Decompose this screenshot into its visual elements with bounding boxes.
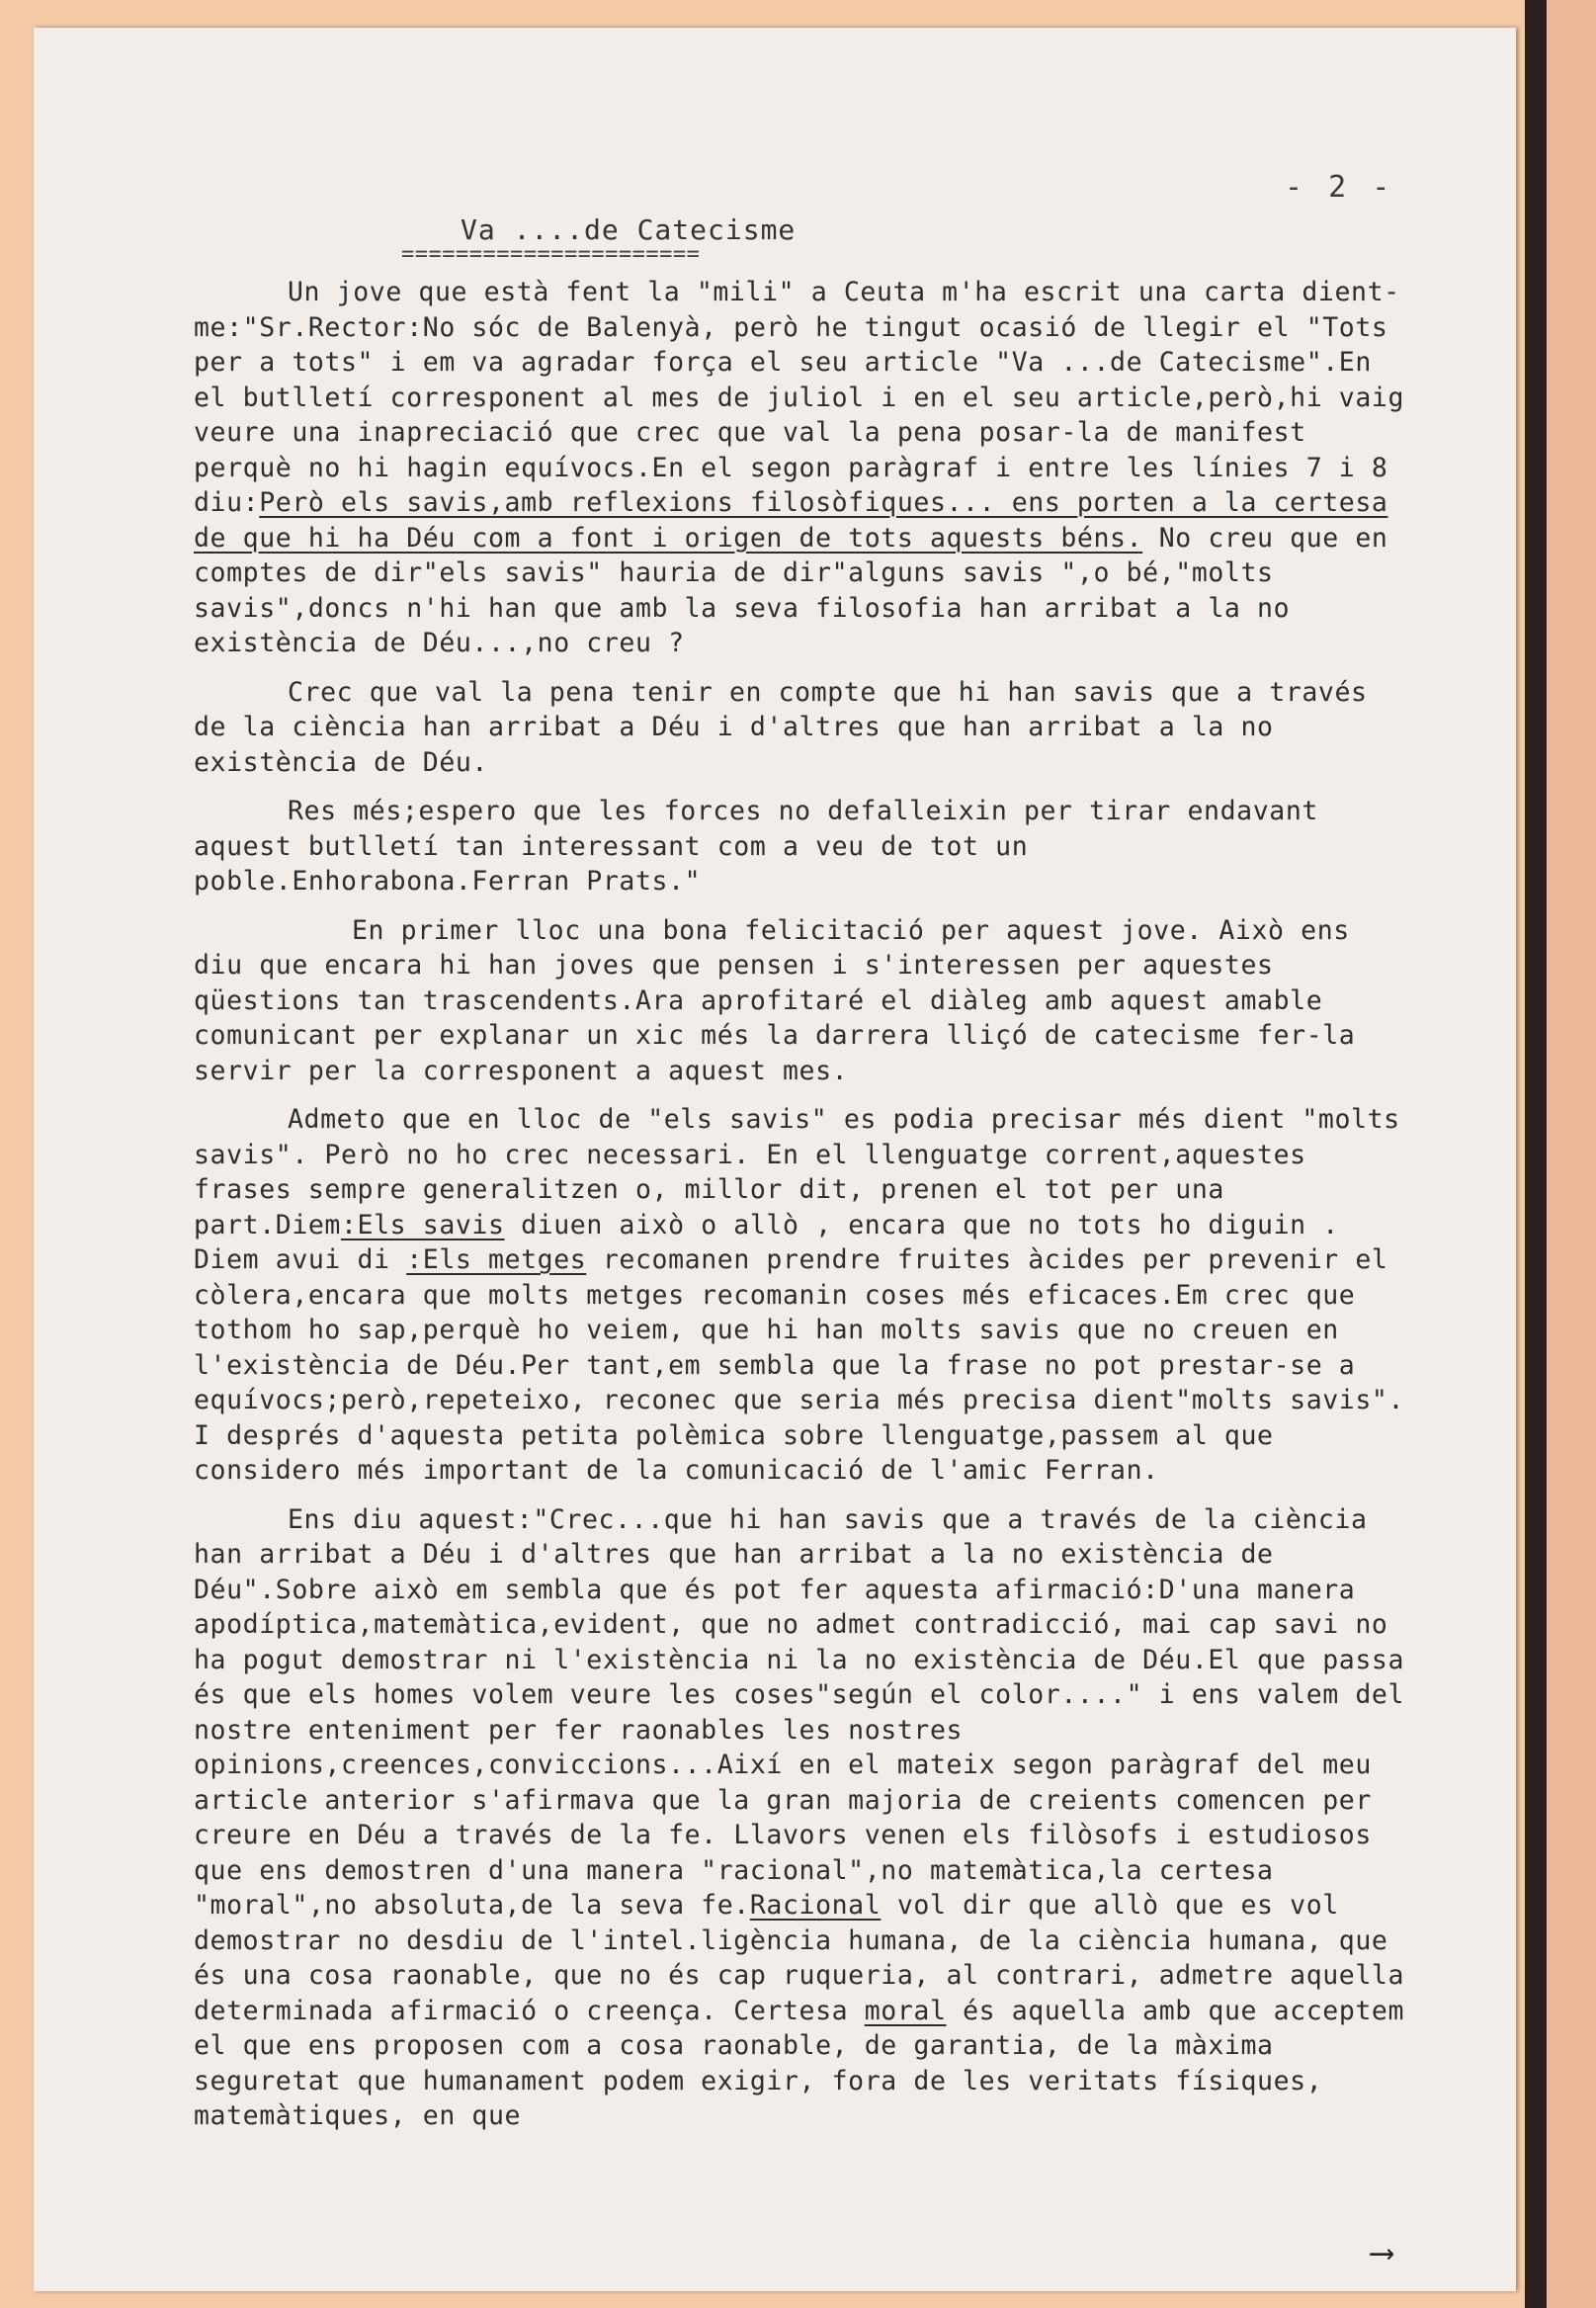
paragraph-2: Crec que val la pena tenir en compte que hi han savis que a través de la ciència han arribat a Déu i d'altres que han arribat a la no existència de Déu. bbox=[194, 676, 1368, 778]
continuation-arrow-icon: ⟶ bbox=[1372, 2233, 1392, 2272]
paragraph-5-text-c: recomanen prendre fruites àcides per prevenir el còlera,encara que molts metges recomanin coses més eficaces.Em crec que tothom ho sap,perquè ho veiem, que hi han molts savis que no creuen en l'existència de Déu.Per tant,em sembla que la frase no pot prestar-se a equívocs;però,repeteixo, reconec que seria més precisa dient"molts savis". I després d'aquesta petita polèmica sobre llenguatge,passem al que considero més important de la comunicació de l'amic Ferran. bbox=[194, 1244, 1405, 1486]
page-edge-pink bbox=[1547, 0, 1596, 2308]
body-text bbox=[194, 275, 1409, 2148]
paragraph-3: Res més;espero que les forces no defalleixin per tirar endavant aquest butlletí tan interessant com a veu de tot un poble.Enhorabona.Ferran Prats." bbox=[194, 796, 1318, 897]
page-edge-dark bbox=[1525, 0, 1547, 2308]
paragraph-1-text: Un jove que està fent la "mili" a Ceuta m'ha escrit una carta dient-me:"Sr.Rector:No sóc de Balenyà, però he tingut ocasió de llegir el "Tots per a tots" i em va agradar força el seu article "Va ...de Catecisme".En el butlletí corresponent al mes de juliol i en el seu article,però,hi vaig veure una inapreciació que crec que val la pena posar-la de manifest perquè no hi hagin equívocs.En el segon paràgraf i entre les línies 7 i 8 diu: bbox=[194, 277, 1405, 518]
paragraph-5-text: Admeto que en lloc de "els savis" es podia precisar més dient "molts savis". Però no ho crec necessari. En el llenguatge corrent,aquestes frases sempre generalitzen o, millor dit, prenen el tot per una part.Diem bbox=[194, 1104, 1400, 1240]
paragraph-6-text-b: vol dir que allò que es vol demostrar no desdiu de l'intel.ligència humana, de la ciència humana, que és una cosa raonable, que no és cap ruqueria, al contrari, admetre aquella determinada afirmació o creença. Certesa bbox=[194, 1890, 1405, 2026]
paragraph-5-text-b: diuen això o allò , encara que no tots ho diguin . Diem avui di bbox=[194, 1209, 1339, 1275]
underlined-els-savis: :Els savis bbox=[341, 1209, 505, 1240]
paragraph-6-text: Ens diu aquest:"Crec...que hi han savis que a través de la ciència han arribat a Déu i d'altres que han arribat a la no existència de Déu".Sobre això em sembla que és pot fer aquesta afirmació:D'una manera apodíptica,matemàtica,evident, que no admet contradicció, mai cap savi no ha pogut demostrar ni l'existència ni la no existència de Déu.El que passa és que els homes volem veure les coses"según el color...." i ens valem del nostre enteniment per fer raonables les nostres opinions,creences,conviccions...Així en el mateix segon paràgraf del meu article anterior s'afirmava que la gran majoria de creients comencen per creure en Déu a través de la fe. Llavors venen els filòsofs i estudiosos que ens demostren d'una manera "racional",no matemàtica,la certesa "moral",no absoluta,de la seva fe. bbox=[194, 1503, 1405, 1921]
underlined-quote: Però els savis,amb reflexions filosòfiques... ens porten a la certesa de que hi ha Déu com a font i origen de tots aquests béns. bbox=[194, 487, 1388, 554]
underlined-moral: moral bbox=[864, 1995, 947, 2026]
paragraph-1-text-cont: No creu que en comptes de dir"els savis" hauria de dir"alguns savis ",o bé,"molts savis",doncs n'hi han que amb la seva filosofia han arribat a la no existència de Déu...,no creu ? bbox=[194, 522, 1388, 658]
title-rule: ====================== bbox=[401, 242, 701, 267]
paragraph-6 bbox=[194, 1502, 1409, 2134]
paragraph-1 bbox=[194, 275, 1409, 661]
paragraph-5 bbox=[194, 1102, 1409, 1489]
page-title: Va ....de Catecisme bbox=[461, 214, 797, 246]
underlined-els-metges: :Els metges bbox=[406, 1244, 587, 1275]
paragraph-6-text-c: és aquella amb que acceptem el que ens proposen com a cosa raonable, de garantia, de la màxima seguretat que humanament podem exigir, fora de les veritats físiques, matemàtiques, en que bbox=[194, 1995, 1405, 2131]
page-number: - 2 - bbox=[1285, 170, 1394, 205]
paragraph-4: En primer lloc una bona felicitació per aquest jove. Això ens diu que encara hi han joves que pensen i s'interessen per aquestes qüestions tan trascendents.Ara aprofitaré el diàleg amb aquest amable comunicant per explanar un xic més la darrera lliçó de catecisme fer-la servir per la corresponent a aquest mes. bbox=[194, 914, 1356, 1086]
underlined-racional: Racional bbox=[749, 1890, 882, 1921]
